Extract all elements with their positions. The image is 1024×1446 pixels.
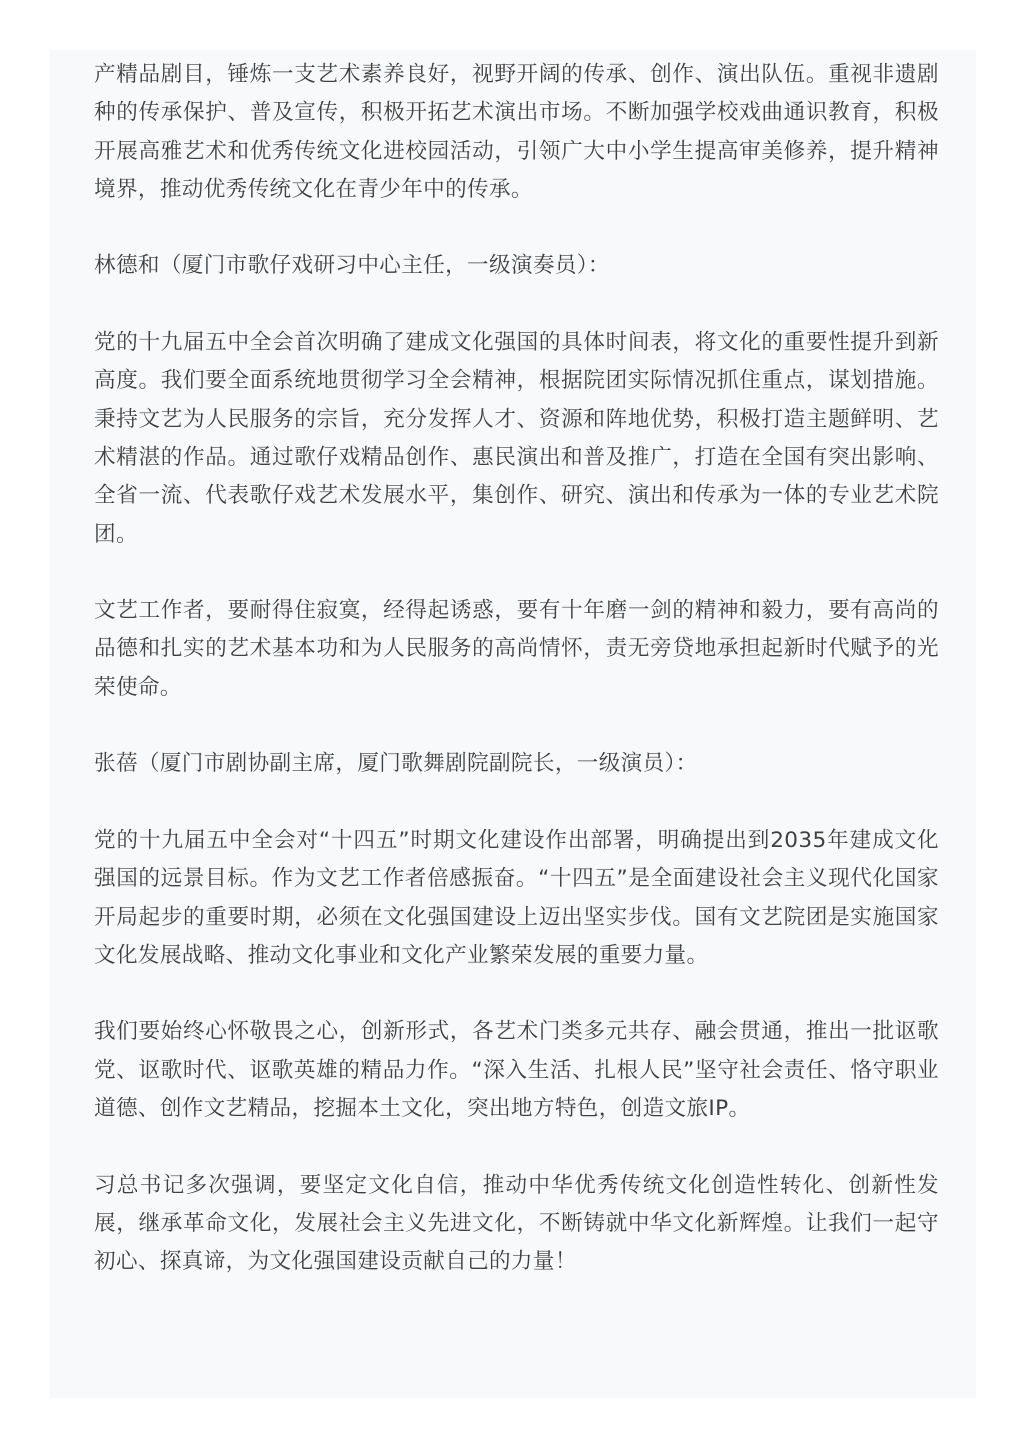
paragraph-closing: 习总书记多次强调，要坚定文化自信，推动中华优秀传统文化创造性转化、创新性发展，继承革命文化，发展社会主义先进文化，不断铸就中华文化新辉煌。让我们一起守初心、探真谛，为文化强国建设贡献自己的力量！ [94,1172,939,1275]
paragraph-intro-continuation: 产精品剧目，锤炼一支艺术素养良好，视野开阔的传承、创作、演出队伍。重视非遗剧种的传承保护、普及宣传，积极开拓艺术演出市场。不断加强学校戏曲通识教育，积极开展高雅艺术和优秀传统文化进校园活动，引领广大中小学生提高审美修养，提升精神境界，推动优秀传统文化在青少年中的传承。 [94,62,939,202]
paragraph-lin-dehe-1: 党的十九届五中全会首次明确了建成文化强国的具体时间表，将文化的重要性提升到新高度。我们要全面系统地贯彻学习全会精神，根据院团实际情况抓住重点，谋划措施。秉持文艺为人民服务的宗旨，充分发挥人才、资源和阵地优势，积极打造主题鲜明、艺术精湛的作品。通过歌仔戏精品创作、惠民演出和普及推广，打造在全国有突出影响、全省一流、代表歌仔戏艺术发展水平，集创作、研究、演出和传承为一体的专业艺术院团。 [94,330,939,547]
article-body [94,56,939,1320]
paragraph-zhang-bei-2: 我们要始终心怀敬畏之心，创新形式，各艺术门类多元共存、融会贯通，推出一批讴歌党、讴歌时代、讴歌英雄的精品力作。“深入生活、扎根人民”坚守社会责任、恪守职业道德、创作文艺精品，挖掘本土文化，突出地方特色，创造文旅IP。 [94,1019,939,1122]
speaker-heading-zhang-bei: 张蓓（厦门市剧协副主席，厦门歌舞剧院副院长，一级演员）： [94,751,698,777]
article-panel [50,50,976,1398]
paragraph-lin-dehe-2: 文艺工作者，要耐得住寂寞，经得起诱惑，要有十年磨一剑的精神和毅力，要有高尚的品德和扎实的艺术基本功和为人民服务的高尚情怀，责无旁贷地承担起新时代赋予的光荣使命。 [94,598,939,700]
paragraph-zhang-bei-1: 党的十九届五中全会对“十四五”时期文化建设作出部署，明确提出到2035年建成文化强国的远景目标。作为文艺工作者倍感振奋。“十四五”是全面建设社会主义现代化国家开局起步的重要时期，必须在文化强国建设上迈出坚实步伐。国有文艺院团是实施国家文化发展战略、推动文化事业和文化产业繁荣发展的重要力量。 [94,827,939,968]
speaker-heading-lin-dehe: 林德和（厦门市歌仔戏研习中心主任，一级演奏员）： [94,253,610,279]
